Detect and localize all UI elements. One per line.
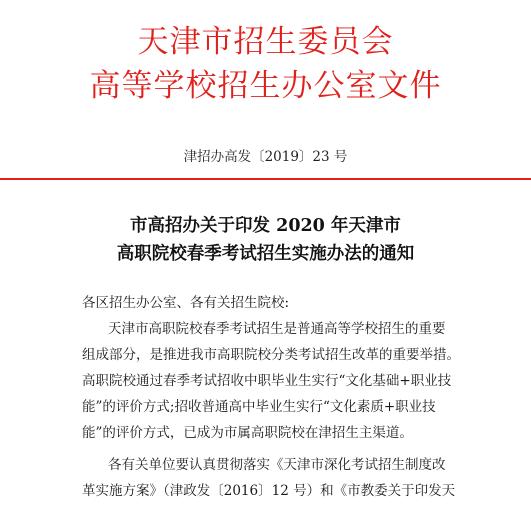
body-line: 革实施方案》（津政发〔2016〕12 号）和《市教委关于印发天 [82,483,456,499]
body-line: 天津市高职院校春季考试招生是普通高等学校招生的重要 [108,321,446,337]
body-line: 各有关单位要认真贯彻落实《天津市深化考试招生制度改 [108,457,446,473]
body-line: 高职院校通过春季考试招收中职毕业生实行“文化基础+职业技 [82,373,452,389]
body-line: 能”的评价方式;招收普通高中毕业生实行“文化素质+职业技 [82,399,436,415]
red-divider-line [0,178,531,180]
notice-title-line2: 高职院校春季考试招生实施办法的通知 [116,244,415,264]
notice-title-line1: 市高招办关于印发 2020 年天津市 [130,216,401,236]
issuer-title-line1: 天津市招生委员会 [137,24,394,60]
issuer-title-line2: 高等学校招生办公室文件 [89,68,442,104]
body-line: 组成部分，是推进我市高职院校分类考试招生改革的重要举措。 [82,347,460,363]
salutation: 各区招生办公室、各有关招生院校: [82,295,290,311]
document-number: 津招办高发〔2019〕23 号 [183,149,348,165]
body-line: 能”的评价方式，已成为市属高职院校在津招生主渠道。 [82,425,413,441]
